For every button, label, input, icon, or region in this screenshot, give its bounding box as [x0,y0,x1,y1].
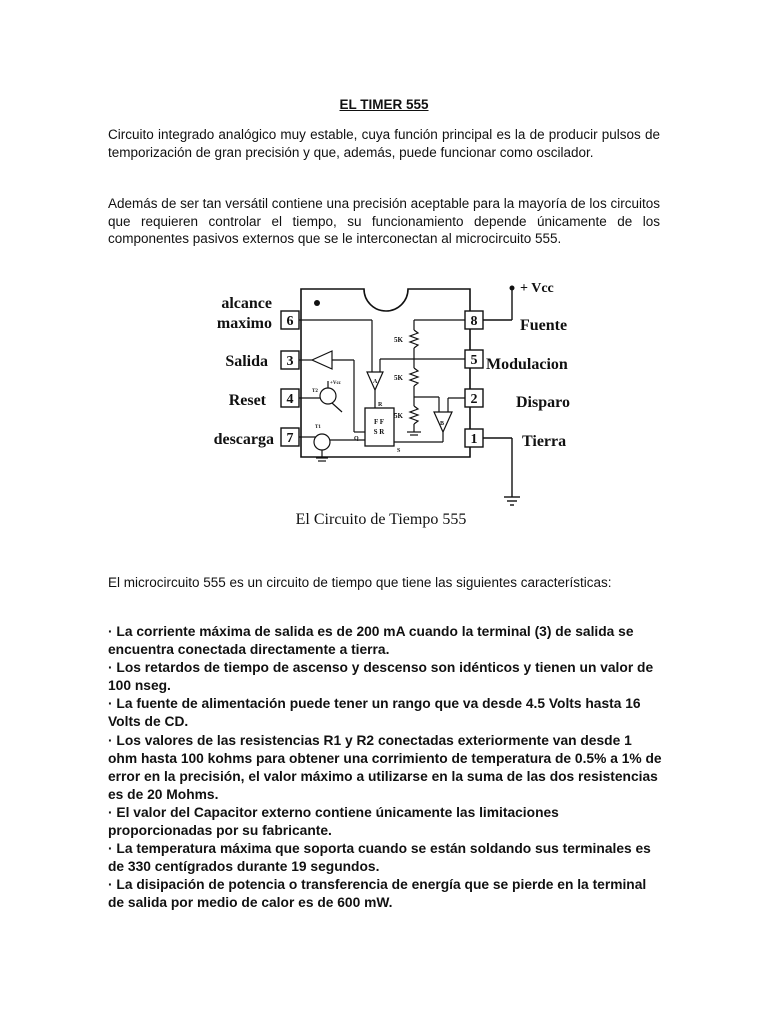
flipflop-s-label: S [397,448,401,454]
pin1-dot [314,300,320,306]
pin-number-8: 8 [470,314,478,329]
pin-number-5: 5 [470,353,478,368]
pin6-label-line2: maximo [216,315,272,332]
resistor-label-1: 5K [394,336,403,344]
t2-vcc-label: +Vcc [330,381,341,386]
flipflop-r-label: R [378,402,383,408]
t1-label: T1 [315,425,321,430]
output-buffer [299,351,365,432]
pin8-label: Fuente [520,317,568,334]
flipflop-q-label: Q [354,436,359,442]
diagram-svg [204,272,582,530]
right-pins [465,311,483,447]
pin7-label: descarga [213,431,274,448]
document-title: EL TIMER 555 [339,97,429,112]
pin3-label: Salida [225,353,268,370]
timer-555-diagram [204,272,582,530]
comparator-b [394,397,465,442]
pin6-label-line1: alcance [221,295,272,312]
pin4-label: Reset [228,392,266,409]
list-item: · El valor del Capacitor externo contiene únicamente las limitaciones proporcionadas por su fabricante. [108,804,559,839]
list-item: · La disipación de potencia o transferencia de energía que se pierde en la terminal de salida por medio de calor es de 600 mW. [108,877,647,911]
resistor-label-2: 5K [394,374,403,382]
comparator-b-label: B [440,421,445,427]
flip-flop [354,402,401,454]
vcc-label: + Vcc [520,281,554,296]
pin-number-6: 6 [286,314,294,329]
list-item: · Los valores de las resistencias R1 y R2 conectadas exteriormente van desde 1 ohm hasta 100 kohms para obtener una corrimiento de temperatura de 0.5% a 1% de error en la precisión, el valor máximo a utilizarse en la suma de las dos resistencias es de 20 Mohms. [108,732,662,802]
comparator-a-label: A [373,379,378,385]
list-item: · La temperatura máxima que soporta cuando se están soldando sus terminales es de 330 centígrados durante 19 segundos. [108,841,651,875]
pin1-label: Tierra [522,433,567,450]
flipflop-label-2: S R [373,428,385,436]
list-item: · Los retardos de tiempo de ascenso y descenso son idénticos y tienen un valor de 100 nseg. [108,660,654,694]
ground-symbol [483,438,520,505]
diagram-caption: El Circuito de Tiempo 555 [295,511,467,528]
pin-number-4: 4 [286,392,294,407]
pin5-label: Modulacion [486,356,568,373]
t2-label: T2 [312,389,318,394]
left-pins [281,311,299,446]
versatility-paragraph: Además de ser tan versátil contiene una precisión aceptable para la mayoría de los circuitos que requieren controlar el tiempo, su funcionamiento depende únicamente de los componentes pasivos externos que se le interconectan al microcircuito 555. [108,196,660,246]
pin-number-7: 7 [286,431,294,446]
comparator-a [299,320,414,408]
intro-paragraph: Circuito integrado analógico muy estable, cuya función principal es la de producir pulsos de temporización de gran precisión y que, además, puede funcionar como oscilador. [108,127,660,160]
chip-outline [301,289,470,457]
pin-number-2: 2 [470,392,478,407]
vcc-supply [483,281,554,320]
pin-number-3: 3 [286,354,294,369]
characteristics-intro: El microcircuito 555 es un circuito de tiempo que tiene las siguientes características: [108,575,612,590]
pin-number-1: 1 [470,432,478,447]
list-item: · La corriente máxima de salida es de 200 mA cuando la terminal (3) de salida se encuentra conectada directamente a tierra. [108,624,634,658]
list-item: · La fuente de alimentación puede tener un rango que va desde 4.5 Volts hasta 16 Volts de CD. [108,696,641,730]
pin2-label: Disparo [516,394,570,411]
characteristics-list [108,623,664,913]
resistor-label-3: 5K [394,412,403,420]
flipflop-label-1: F F [373,418,385,426]
